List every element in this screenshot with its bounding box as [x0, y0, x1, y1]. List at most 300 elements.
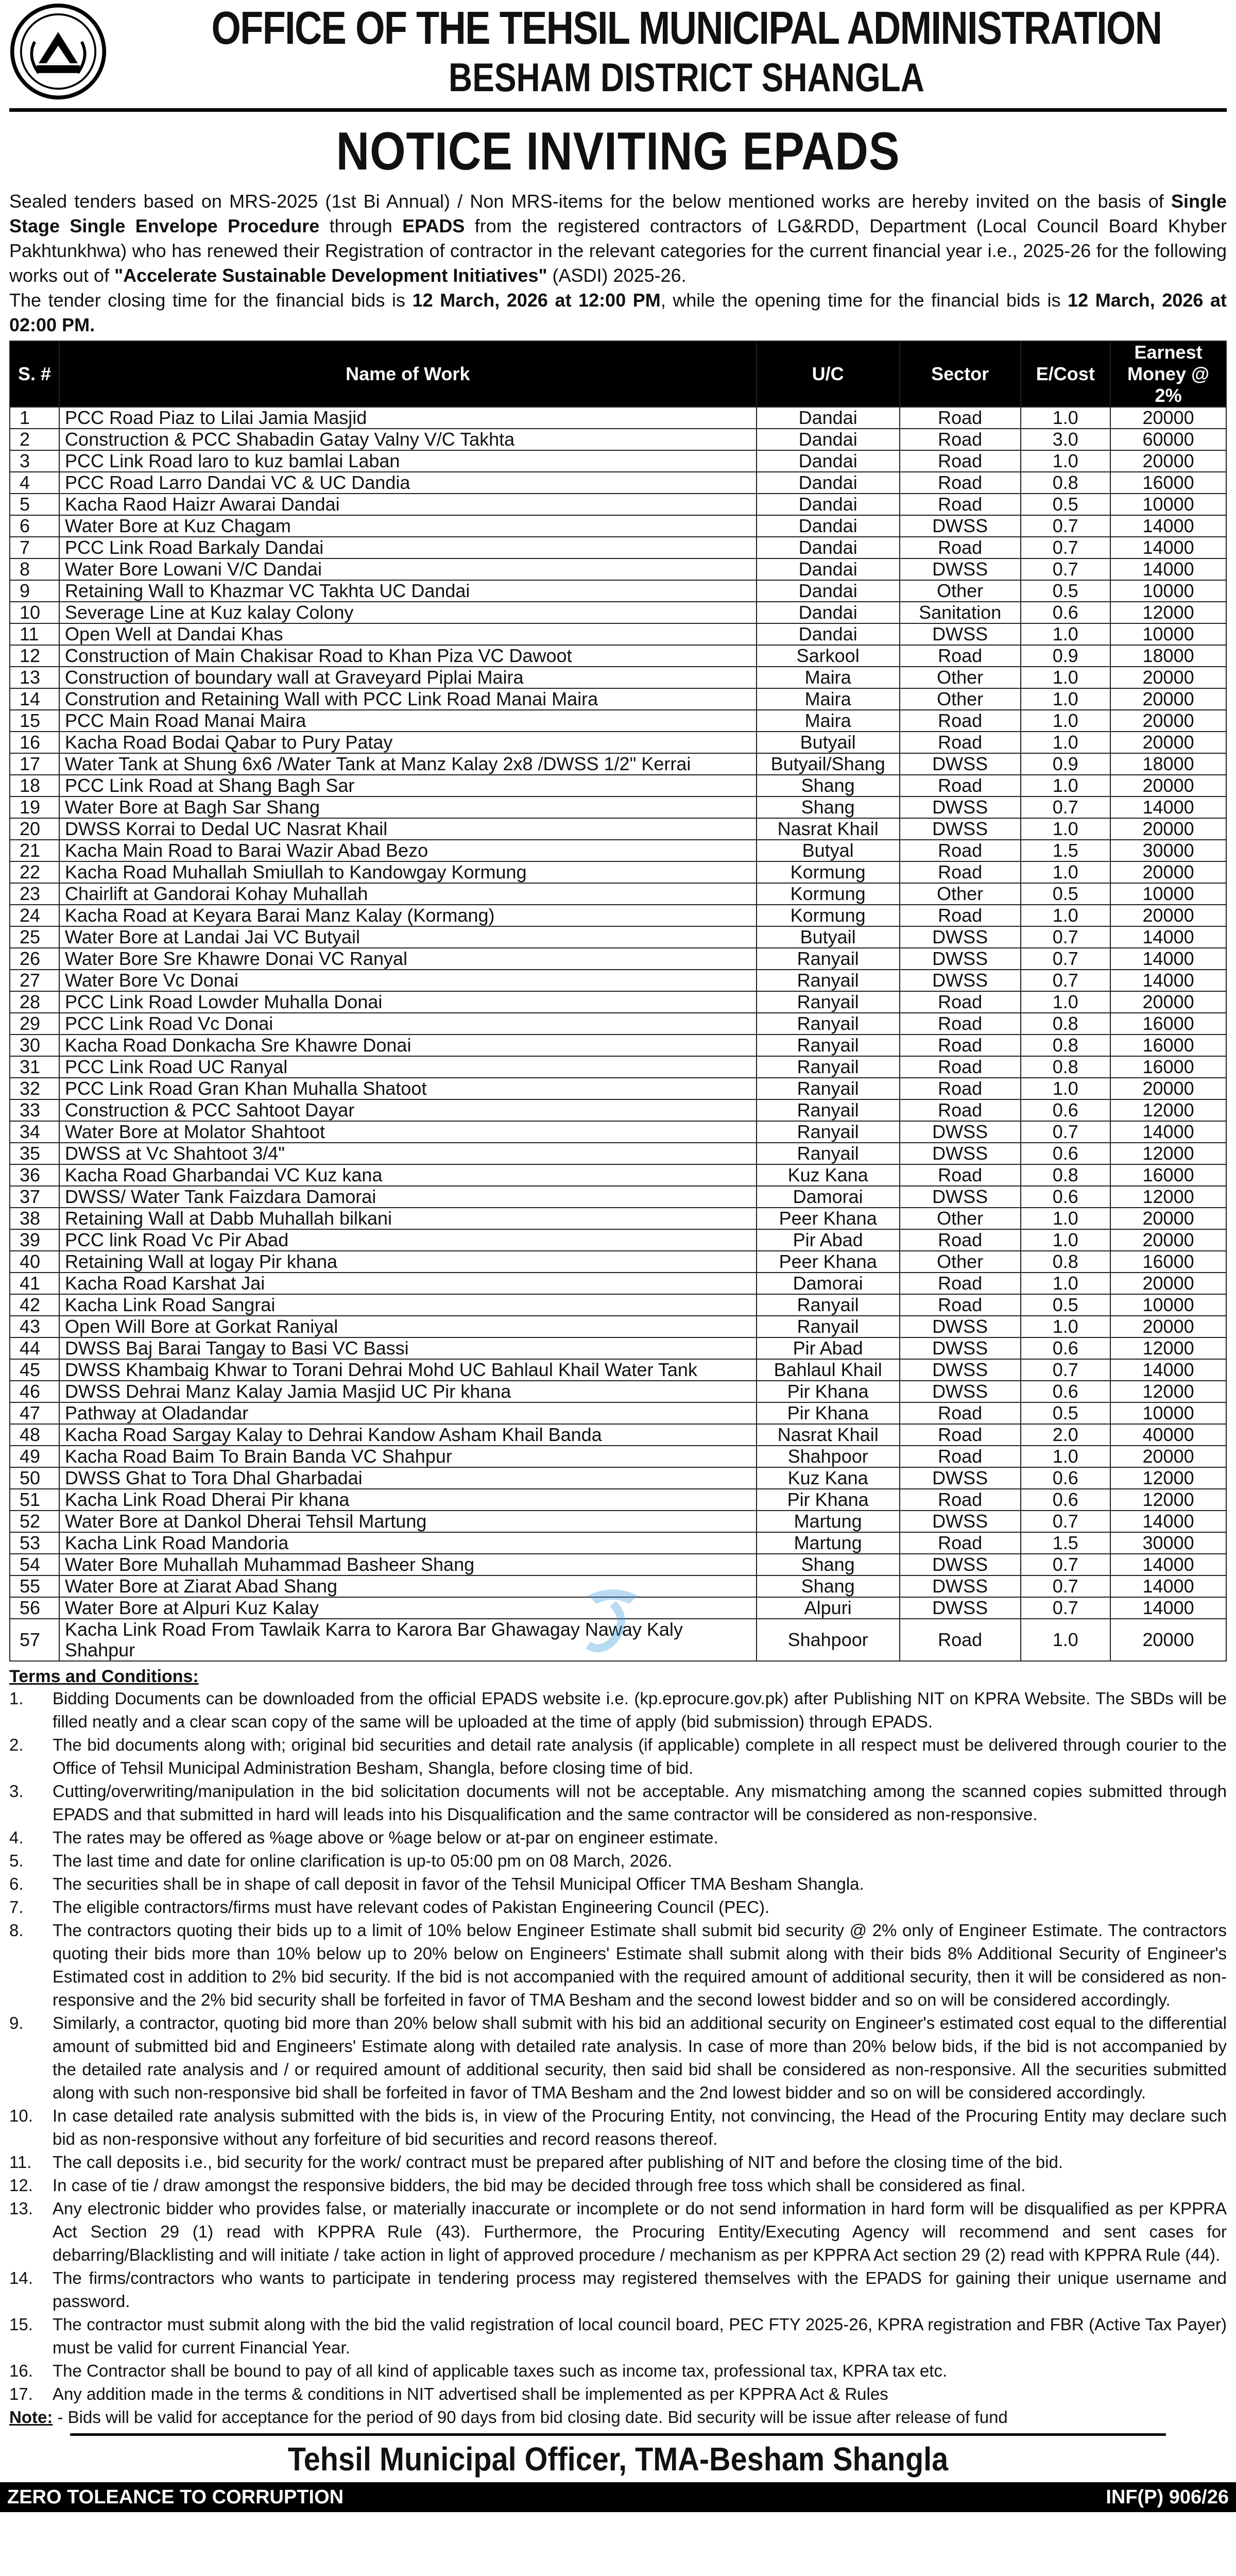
- row-work-name: Kacha Raod Haizr Awarai Dandai: [59, 494, 756, 515]
- row-work-name: Water Bore Sre Khawre Donai VC Ranyal: [59, 948, 756, 970]
- row-uc: Shang: [757, 1575, 900, 1597]
- term-item: [9, 2313, 1227, 2359]
- row-work-name: DWSS/ Water Tank Faizdara Damorai: [59, 1186, 756, 1208]
- row-earnest-money: 20000: [1110, 905, 1226, 926]
- row-work-name: Severage Line at Kuz kalay Colony: [59, 602, 756, 623]
- opening-time: 12 March, 2026 at 02:00 PM.: [9, 290, 1227, 335]
- term-text: Cutting/overwriting/manipulation in the bid solicitation documents will not be acceptable. Any mismatching among the scanned copies submitted through EPADS and that submitted in hard will leads into his Disqualification and the same contractor will be considered as non-responsive.: [53, 1782, 1227, 1824]
- row-sector: Road: [900, 1402, 1021, 1424]
- term-text: The contractors quoting their bids up to a limit of 10% below Engineer Estimate shall submit bid security @ 2% only of Engineer Estimate. The contractors quoting their bids more than 10% below up to 20% below on Engineers' Estimate shall submit along with their bids 8% Additional Security of Engineer's Estimated cost in addition to 2% bid security. If the bid is not accompanied with the required amount of additional security, then it will be considered as non-responsive and the 2% bid security shall be forfeited in favor of TMA Besham and the second lowest bidder and so on will be considered accordingly.: [53, 1921, 1227, 2009]
- row-ecost: 1.0: [1021, 1229, 1111, 1251]
- row-uc: Damorai: [757, 1273, 900, 1294]
- row-serial: 9: [10, 580, 59, 602]
- row-work-name: Kacha Main Road to Barai Wazir Abad Bezo: [59, 840, 756, 861]
- row-work-name: Water Bore at Kuz Chagam: [59, 515, 756, 537]
- intro-paragraph: [9, 189, 1227, 337]
- table-row: [10, 1446, 1226, 1467]
- term-item: [9, 2359, 1227, 2382]
- table-header-row: [10, 341, 1226, 407]
- row-ecost: 0.6: [1021, 602, 1111, 623]
- row-ecost: 1.5: [1021, 840, 1111, 861]
- row-serial: 27: [10, 970, 59, 991]
- table-row: [10, 1554, 1226, 1575]
- table-row: [10, 732, 1226, 753]
- term-number: 12.: [9, 2176, 33, 2195]
- row-work-name: DWSS Dehrai Manz Kalay Jamia Masjid UC Pir khana: [59, 1381, 756, 1402]
- system-name: EPADS: [402, 215, 465, 236]
- row-work-name: Water Bore Lowani V/C Dandai: [59, 558, 756, 580]
- row-ecost: 0.7: [1021, 926, 1111, 948]
- intro-text: The tender closing time for the financial bids is: [9, 290, 413, 311]
- header-ecost: E/Cost: [1021, 341, 1111, 407]
- table-row: [10, 1316, 1226, 1337]
- row-work-name: Constrution and Retaining Wall with PCC Link Road Manai Maira: [59, 688, 756, 710]
- row-serial: 23: [10, 883, 59, 905]
- row-uc: Ranyail: [757, 1316, 900, 1337]
- row-ecost: 1.0: [1021, 991, 1111, 1013]
- row-ecost: 0.8: [1021, 472, 1111, 494]
- row-work-name: Kacha Link Road Mandoria: [59, 1532, 756, 1554]
- row-work-name: Water Tank at Shung 6x6 /Water Tank at Manz Kalay 2x8 /DWSS 1/2" Kerrai: [59, 753, 756, 775]
- term-item: [9, 2266, 1227, 2313]
- row-sector: Road: [900, 494, 1021, 515]
- row-work-name: DWSS Khambaig Khwar to Torani Dehrai Mohd UC Bahlaul Khail Water Tank: [59, 1359, 756, 1381]
- row-uc: Ranyail: [757, 1013, 900, 1035]
- row-uc: Dandai: [757, 429, 900, 450]
- row-uc: Nasrat Khail: [757, 1424, 900, 1446]
- term-text: In case detailed rate analysis submitted with the bids is, in view of the Procuring Entity, not convincing, the Head of the Procuring Entity may declare such bid as non-responsive without any forfeiture of bid securities and record reasons thereof.: [53, 2106, 1227, 2148]
- row-uc: Sarkool: [757, 645, 900, 667]
- row-earnest-money: 14000: [1110, 796, 1226, 818]
- table-row: [10, 818, 1226, 840]
- row-earnest-money: 30000: [1110, 840, 1226, 861]
- row-uc: Ranyail: [757, 1294, 900, 1316]
- row-earnest-money: 16000: [1110, 1251, 1226, 1273]
- row-serial: 2: [10, 429, 59, 450]
- row-sector: Other: [900, 667, 1021, 688]
- row-uc: Dandai: [757, 537, 900, 558]
- row-work-name: Water Bore Vc Donai: [59, 970, 756, 991]
- row-ecost: 1.0: [1021, 1316, 1111, 1337]
- row-serial: 24: [10, 905, 59, 926]
- row-ecost: 0.8: [1021, 1164, 1111, 1186]
- table-row: [10, 1056, 1226, 1078]
- term-number: 7.: [9, 1897, 24, 1917]
- header-divider: [9, 108, 1227, 112]
- term-text: The call deposits i.e., bid security for the work/ contract must be prepared after publishing of NIT and before the closing time of the bid.: [53, 2153, 1063, 2172]
- row-ecost: 1.0: [1021, 818, 1111, 840]
- row-serial: 36: [10, 1164, 59, 1186]
- term-number: 5.: [9, 1851, 24, 1870]
- table-row: [10, 926, 1226, 948]
- bottom-bar: [0, 2482, 1236, 2512]
- row-sector: DWSS: [900, 1554, 1021, 1575]
- office-title: OFFICE OF THE TEHSIL MUNICIPAL ADMINISTRATION: [211, 3, 1162, 54]
- row-sector: Road: [900, 1294, 1021, 1316]
- row-earnest-money: 20000: [1110, 1078, 1226, 1099]
- row-earnest-money: 14000: [1110, 537, 1226, 558]
- row-work-name: Water Bore at Ziarat Abad Shang: [59, 1575, 756, 1597]
- term-text: Similarly, a contractor, quoting bid more than 20% below shall submit with his bid an additional security on Engineer's estimated cost equal to the differential amount of submitted bid and Engineers' Estimate along with detailed rate analysis. In case of more than 20% below bids, if the bid is not accompanied by the detailed rate analysis and / or required amount of additional security, then said bid shall be considered as non-responsive. All the securities submitted along with such non-responsive bid shall be forfeited in favor of TMA Besham and the 2nd lowest bidder and so on will be considered accordingly.: [53, 2013, 1227, 2102]
- row-uc: Ranyail: [757, 970, 900, 991]
- row-sector: Road: [900, 450, 1021, 472]
- row-sector: Road: [900, 840, 1021, 861]
- row-earnest-money: 60000: [1110, 429, 1226, 450]
- row-uc: Kormung: [757, 905, 900, 926]
- row-ecost: 1.0: [1021, 623, 1111, 645]
- row-earnest-money: 20000: [1110, 991, 1226, 1013]
- table-row: [10, 861, 1226, 883]
- row-earnest-money: 14000: [1110, 970, 1226, 991]
- intro-text: (ASDI) 2025-26.: [547, 265, 686, 286]
- row-serial: 45: [10, 1359, 59, 1381]
- table-row: [10, 991, 1226, 1013]
- row-earnest-money: 20000: [1110, 450, 1226, 472]
- row-ecost: 0.8: [1021, 1056, 1111, 1078]
- row-earnest-money: 20000: [1110, 818, 1226, 840]
- term-number: 10.: [9, 2106, 33, 2125]
- row-serial: 56: [10, 1597, 59, 1619]
- row-ecost: 0.6: [1021, 1489, 1111, 1511]
- row-uc: Maira: [757, 688, 900, 710]
- row-work-name: PCC Link Road laro to kuz bamlai Laban: [59, 450, 756, 472]
- row-uc: Nasrat Khail: [757, 818, 900, 840]
- term-item: [9, 2011, 1227, 2104]
- header-uc: U/C: [757, 341, 900, 407]
- row-work-name: Pathway at Oladandar: [59, 1402, 756, 1424]
- note-label: Note:: [9, 2408, 53, 2427]
- row-serial: 55: [10, 1575, 59, 1597]
- row-earnest-money: 14000: [1110, 926, 1226, 948]
- row-ecost: 1.0: [1021, 450, 1111, 472]
- table-row: [10, 1121, 1226, 1143]
- row-sector: Other: [900, 688, 1021, 710]
- term-text: The securities shall be in shape of call deposit in favor of the Tehsil Municipal Officer TMA Besham Shangla.: [53, 1874, 864, 1893]
- row-uc: Butyal: [757, 840, 900, 861]
- table-row: [10, 1273, 1226, 1294]
- table-row: [10, 883, 1226, 905]
- table-row: [10, 1467, 1226, 1489]
- term-number: 6.: [9, 1874, 24, 1893]
- row-sector: Road: [900, 1446, 1021, 1467]
- program-name: "Accelerate Sustainable Development Initiatives": [114, 265, 547, 286]
- row-uc: Maira: [757, 710, 900, 732]
- term-number: 11.: [9, 2153, 32, 2172]
- row-earnest-money: 12000: [1110, 1186, 1226, 1208]
- term-text: The bid documents along with; original bid securities and detail rate analysis (if applicable) complete in all respect must be delivered through courier to the Office of Tehsil Municipal Administration Besham, Shangla, before closing time of bid.: [53, 1735, 1227, 1777]
- row-uc: Pir Abad: [757, 1229, 900, 1251]
- row-serial: 11: [10, 623, 59, 645]
- row-serial: 50: [10, 1467, 59, 1489]
- row-ecost: 0.7: [1021, 1597, 1111, 1619]
- table-row: [10, 1013, 1226, 1035]
- row-serial: 26: [10, 948, 59, 970]
- row-sector: DWSS: [900, 818, 1021, 840]
- row-ecost: 0.6: [1021, 1337, 1111, 1359]
- row-sector: DWSS: [900, 1575, 1021, 1597]
- row-serial: 25: [10, 926, 59, 948]
- row-uc: Ranyail: [757, 1035, 900, 1056]
- row-uc: Pir Abad: [757, 1337, 900, 1359]
- row-sector: Other: [900, 1251, 1021, 1273]
- row-earnest-money: 20000: [1110, 1229, 1226, 1251]
- row-work-name: PCC link Road Vc Pir Abad: [59, 1229, 756, 1251]
- row-serial: 21: [10, 840, 59, 861]
- row-earnest-money: 12000: [1110, 1099, 1226, 1121]
- row-work-name: DWSS Baj Barai Tangay to Basi VC Bassi: [59, 1337, 756, 1359]
- table-row: [10, 1337, 1226, 1359]
- row-sector: DWSS: [900, 1186, 1021, 1208]
- row-sector: Road: [900, 991, 1021, 1013]
- term-text: Any addition made in the terms & conditions in NIT advertised shall be implemented as per KPPRA Act & Rules: [53, 2384, 888, 2403]
- table-row: [10, 775, 1226, 796]
- row-ecost: 0.7: [1021, 1359, 1111, 1381]
- works-table: [9, 341, 1227, 1662]
- row-ecost: 0.6: [1021, 1143, 1111, 1164]
- row-serial: 43: [10, 1316, 59, 1337]
- row-ecost: 1.0: [1021, 667, 1111, 688]
- term-item: [9, 2174, 1227, 2197]
- row-ecost: 0.6: [1021, 1186, 1111, 1208]
- row-work-name: Kacha Road at Keyara Barai Manz Kalay (Kormang): [59, 905, 756, 926]
- row-serial: 14: [10, 688, 59, 710]
- row-work-name: DWSS Korrai to Dedal UC Nasrat Khail: [59, 818, 756, 840]
- row-sector: Road: [900, 1424, 1021, 1446]
- term-text: The Contractor shall be bound to pay of all kind of applicable taxes such as income tax, professional tax, KPRA tax etc.: [53, 2361, 948, 2380]
- row-earnest-money: 14000: [1110, 1359, 1226, 1381]
- row-earnest-money: 14000: [1110, 1121, 1226, 1143]
- term-number: 2.: [9, 1735, 24, 1754]
- row-uc: Ranyail: [757, 1099, 900, 1121]
- row-ecost: 0.7: [1021, 970, 1111, 991]
- government-emblem-icon: [9, 3, 107, 100]
- row-serial: 13: [10, 667, 59, 688]
- table-row: [10, 667, 1226, 688]
- intro-text: , while the opening time for the financial bids is: [660, 290, 1068, 311]
- row-sector: Other: [900, 580, 1021, 602]
- row-ecost: 0.6: [1021, 1381, 1111, 1402]
- row-work-name: PCC Link Road UC Ranyal: [59, 1056, 756, 1078]
- row-sector: Other: [900, 1208, 1021, 1229]
- row-uc: Dandai: [757, 558, 900, 580]
- row-sector: DWSS: [900, 1121, 1021, 1143]
- row-ecost: 0.5: [1021, 494, 1111, 515]
- row-ecost: 0.9: [1021, 645, 1111, 667]
- row-serial: 34: [10, 1121, 59, 1143]
- row-sector: Road: [900, 1229, 1021, 1251]
- row-work-name: PCC Link Road Lowder Muhalla Donai: [59, 991, 756, 1013]
- row-uc: Pir Khana: [757, 1489, 900, 1511]
- row-serial: 4: [10, 472, 59, 494]
- term-number: 3.: [9, 1782, 24, 1801]
- row-uc: Alpuri: [757, 1597, 900, 1619]
- table-row: [10, 1424, 1226, 1446]
- terms-list: [9, 1687, 1227, 2405]
- header: [9, 0, 1227, 103]
- row-uc: Damorai: [757, 1186, 900, 1208]
- row-uc: Kormung: [757, 861, 900, 883]
- table-row: [10, 905, 1226, 926]
- row-uc: Peer Khana: [757, 1251, 900, 1273]
- row-work-name: Kacha Road Bodai Qabar to Pury Patay: [59, 732, 756, 753]
- row-ecost: 0.7: [1021, 1121, 1111, 1143]
- row-sector: Road: [900, 429, 1021, 450]
- row-serial: 7: [10, 537, 59, 558]
- row-work-name: Kacha Road Gharbandai VC Kuz kana: [59, 1164, 756, 1186]
- term-item: [9, 1826, 1227, 1849]
- term-item: [9, 2150, 1227, 2174]
- row-uc: Pir Khana: [757, 1402, 900, 1424]
- row-uc: Ranyail: [757, 1121, 900, 1143]
- row-earnest-money: 14000: [1110, 515, 1226, 537]
- row-ecost: 0.5: [1021, 1294, 1111, 1316]
- row-work-name: Retaining Wall at logay Pir khana: [59, 1251, 756, 1273]
- row-serial: 41: [10, 1273, 59, 1294]
- row-sector: DWSS: [900, 926, 1021, 948]
- row-serial: 17: [10, 753, 59, 775]
- row-sector: Road: [900, 905, 1021, 926]
- row-sector: Road: [900, 1619, 1021, 1661]
- row-work-name: Water Bore at Bagh Sar Shang: [59, 796, 756, 818]
- row-sector: Road: [900, 775, 1021, 796]
- row-uc: Dandai: [757, 580, 900, 602]
- term-number: 1.: [9, 1689, 24, 1708]
- row-uc: Kormung: [757, 883, 900, 905]
- row-serial: 40: [10, 1251, 59, 1273]
- table-row: [10, 429, 1226, 450]
- row-earnest-money: 12000: [1110, 1337, 1226, 1359]
- table-row: [10, 580, 1226, 602]
- row-sector: Road: [900, 861, 1021, 883]
- row-earnest-money: 12000: [1110, 1467, 1226, 1489]
- table-row: [10, 1532, 1226, 1554]
- row-earnest-money: 14000: [1110, 948, 1226, 970]
- row-work-name: Construction & PCC Shabadin Gatay Valny V/C Takhta: [59, 429, 756, 450]
- row-sector: Road: [900, 1532, 1021, 1554]
- row-work-name: Kacha Link Road Dherai Pir khana: [59, 1489, 756, 1511]
- row-earnest-money: 16000: [1110, 1164, 1226, 1186]
- table-row: [10, 688, 1226, 710]
- row-earnest-money: 18000: [1110, 753, 1226, 775]
- row-work-name: Kacha Link Road Sangrai: [59, 1294, 756, 1316]
- row-earnest-money: 20000: [1110, 407, 1226, 429]
- table-row: [10, 1164, 1226, 1186]
- row-work-name: PCC Link Road Barkaly Dandai: [59, 537, 756, 558]
- row-serial: 33: [10, 1099, 59, 1121]
- term-item: [9, 1895, 1227, 1919]
- row-ecost: 1.0: [1021, 1208, 1111, 1229]
- row-earnest-money: 18000: [1110, 645, 1226, 667]
- table-row: [10, 602, 1226, 623]
- term-item: [9, 1687, 1227, 1733]
- row-uc: Dandai: [757, 494, 900, 515]
- validity-note: [9, 2405, 1227, 2429]
- row-sector: Road: [900, 1489, 1021, 1511]
- row-sector: DWSS: [900, 515, 1021, 537]
- row-earnest-money: 20000: [1110, 667, 1226, 688]
- row-work-name: Kacha Road Muhallah Smiullah to Kandowgay Kormung: [59, 861, 756, 883]
- row-serial: 37: [10, 1186, 59, 1208]
- row-ecost: 0.7: [1021, 537, 1111, 558]
- intro-text: through: [319, 215, 403, 236]
- row-work-name: Water Bore at Molator Shahtoot: [59, 1121, 756, 1143]
- intro-text: Sealed tenders based on MRS-2025 (1st Bi Annual) / Non MRS-items for the below mentioned works are hereby invited on the basis of: [9, 191, 1171, 212]
- row-serial: 1: [10, 407, 59, 429]
- row-earnest-money: 20000: [1110, 732, 1226, 753]
- row-serial: 15: [10, 710, 59, 732]
- row-serial: 3: [10, 450, 59, 472]
- row-earnest-money: 20000: [1110, 1619, 1226, 1661]
- term-text: In case of tie / draw amongst the responsive bidders, the bid may be decided through free toss which shall be considered as final.: [53, 2176, 1026, 2195]
- row-earnest-money: 10000: [1110, 580, 1226, 602]
- row-ecost: 0.6: [1021, 1099, 1111, 1121]
- row-serial: 19: [10, 796, 59, 818]
- term-item: [9, 1919, 1227, 2011]
- row-ecost: 0.7: [1021, 1554, 1111, 1575]
- table-row: [10, 1251, 1226, 1273]
- row-work-name: Open Will Bore at Gorkat Raniyal: [59, 1316, 756, 1337]
- row-earnest-money: 10000: [1110, 1402, 1226, 1424]
- row-earnest-money: 20000: [1110, 1208, 1226, 1229]
- row-work-name: Construction & PCC Sahtoot Dayar: [59, 1099, 756, 1121]
- row-work-name: PCC Road Larro Dandai VC & UC Dandia: [59, 472, 756, 494]
- row-ecost: 0.7: [1021, 1575, 1111, 1597]
- row-work-name: Open Well at Dandai Khas: [59, 623, 756, 645]
- row-work-name: DWSS Ghat to Tora Dhal Gharbadai: [59, 1467, 756, 1489]
- row-work-name: Water Bore at Dankol Dherai Tehsil Martung: [59, 1511, 756, 1532]
- row-work-name: Water Bore Muhallah Muhammad Basheer Shang: [59, 1554, 756, 1575]
- row-earnest-money: 16000: [1110, 1013, 1226, 1035]
- table-body: [10, 407, 1226, 1661]
- table-row: [10, 1511, 1226, 1532]
- table-row: [10, 970, 1226, 991]
- table-row: [10, 1078, 1226, 1099]
- table-row: [10, 796, 1226, 818]
- office-location: BESHAM DISTRICT SHANGLA: [449, 55, 924, 100]
- row-uc: Shahpoor: [757, 1446, 900, 1467]
- row-serial: 39: [10, 1229, 59, 1251]
- row-work-name: Kacha Road Donkacha Sre Khawre Donai: [59, 1035, 756, 1056]
- row-serial: 8: [10, 558, 59, 580]
- row-serial: 49: [10, 1446, 59, 1467]
- row-serial: 22: [10, 861, 59, 883]
- row-ecost: 1.0: [1021, 1446, 1111, 1467]
- row-serial: 44: [10, 1337, 59, 1359]
- row-serial: 48: [10, 1424, 59, 1446]
- term-text: The contractor must submit along with the bid the valid registration of local council board, PEC FTY 2025-26, KPRA registration and FBR (Active Tax Payer) must be valid for current Financial Year.: [53, 2315, 1227, 2357]
- row-serial: 38: [10, 1208, 59, 1229]
- term-number: 15.: [9, 2315, 33, 2334]
- term-number: 4.: [9, 1828, 24, 1847]
- row-serial: 52: [10, 1511, 59, 1532]
- row-serial: 51: [10, 1489, 59, 1511]
- row-sector: DWSS: [900, 1359, 1021, 1381]
- row-uc: Ranyail: [757, 1143, 900, 1164]
- term-item: [9, 2382, 1227, 2405]
- row-sector: DWSS: [900, 623, 1021, 645]
- table-row: [10, 645, 1226, 667]
- row-earnest-money: 16000: [1110, 472, 1226, 494]
- row-work-name: Water Bore at Alpuri Kuz Kalay: [59, 1597, 756, 1619]
- table-row: [10, 1229, 1226, 1251]
- row-serial: 31: [10, 1056, 59, 1078]
- row-ecost: 0.8: [1021, 1251, 1111, 1273]
- row-earnest-money: 14000: [1110, 1597, 1226, 1619]
- header-serial: S. #: [10, 341, 59, 407]
- term-number: 9.: [9, 2013, 24, 2032]
- row-earnest-money: 20000: [1110, 1316, 1226, 1337]
- row-ecost: 1.0: [1021, 775, 1111, 796]
